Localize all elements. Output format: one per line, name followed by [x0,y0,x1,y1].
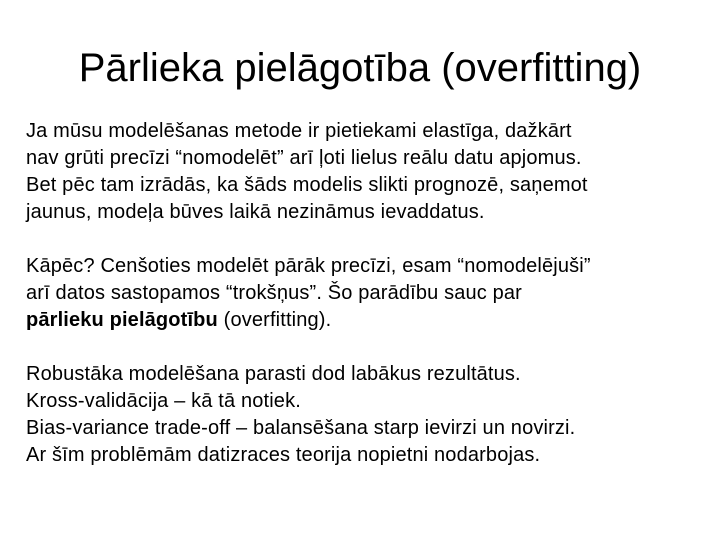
text-line: nav grūti precīzi “nomodelēt” arī ļoti lielus reālu datu apjomus. [26,147,582,169]
text-line: Bet pēc tam izrādās, ka šāds modelis slikti prognozē, saņemot [26,174,588,196]
text-line: arī datos sastopamos “trokšņus”. Šo parādību sauc par [26,282,522,304]
text-line: Ja mūsu modelēšanas metode ir pietiekami elastīga, dažkārt [26,120,572,142]
term-bold: pārlieku pielāgotību [26,309,218,331]
paragraph-spacer [26,334,706,361]
text-line: Robustāka modelēšana parasti dod labākus rezultātus. [26,363,521,385]
paragraph-spacer [26,226,706,253]
text-line: jaunus, modeļa būves laikā nezināmus ievaddatus. [26,201,485,223]
paragraph-overfitting-intro [26,118,706,226]
text-line-with-term [26,307,706,334]
slide-title: Pārlieka pielāgotība (overfitting) [78,46,642,90]
slide-body [26,118,706,469]
paragraph-why [26,253,706,334]
text-line: Ar šīm problēmām datizraces teorija nopietni nodarbojas. [26,444,541,466]
text-line: Kross-validācija – kā tā notiek. [26,390,301,412]
term-suffix: (overfitting). [217,309,332,331]
paragraph-solutions [26,361,706,469]
text-line: Kāpēc? Cenšoties modelēt pārāk precīzi, esam “nomodelējuši” [26,255,591,277]
text-line: Bias-variance trade-off – balansēšana starp ievirzi un novirzi. [26,417,576,439]
